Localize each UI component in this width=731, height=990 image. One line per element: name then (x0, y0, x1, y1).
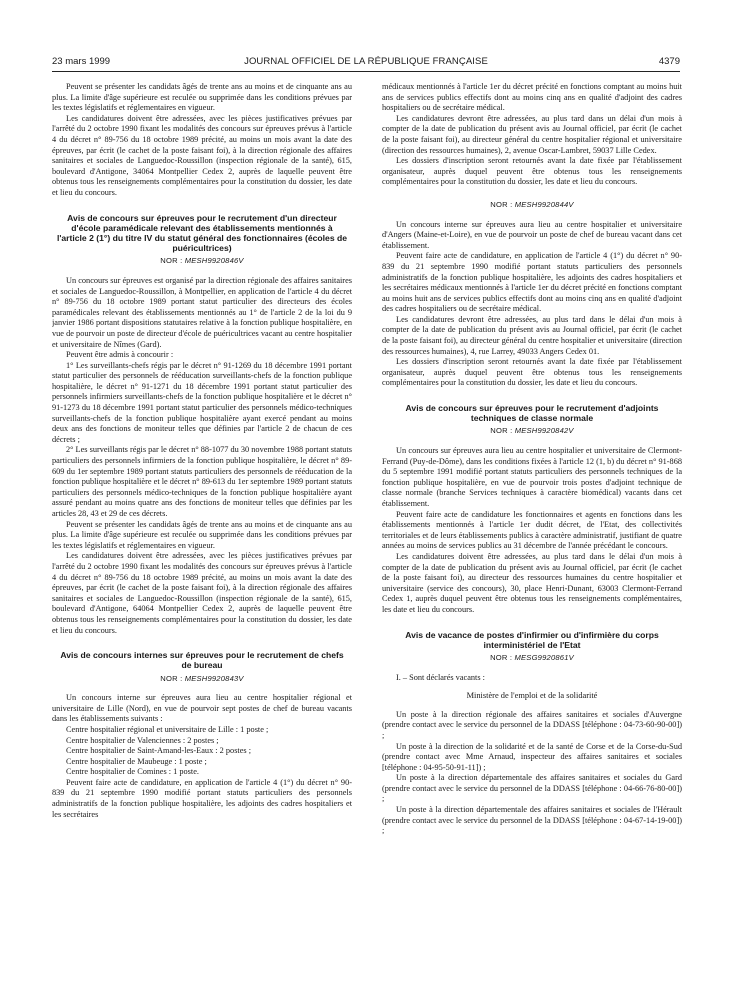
nor-reference (52, 256, 352, 267)
paragraph: Un concours sur épreuves aura lieu au centre hospitalier et universitaire de Clermont-Ferrand (Puy-de-Dôme), dans les conditions fixées à l'article 12 (1, b) du décret n° 91-868 du 5 septembre 1991 modifié portant statuts particuliers des personnels techniques de la fonction publique hospitalière, en vue de pourvoir trois postes d'adjoint technique de classe normale (branche Services techniques à caractère biomédical) vacants dans cet établissement. (382, 446, 682, 508)
paragraph: Peuvent se présenter les candidats âgés de trente ans au moins et de cinquante ans au plus. La limite d'âge supérieure est reculée ou supprimée dans les conditions prévues par les textes législatifs et réglementaires en vigueur. (52, 519, 352, 550)
header-rule (52, 71, 680, 72)
paragraph: Un poste à la direction régionale des affaires sanitaires et sociales d'Auvergne (prendre contact avec le service du personnel de la DDASS [téléphone : 04-73-60-90-00]) ; (382, 709, 682, 740)
paragraph: Les dossiers d'inscription seront retournés avant la date fixée par l'établissement organisateur, auprès duquel peuvent être obtenus tous les renseignements complémentaires pour la constitution du dossier, les date et lieu du concours. (382, 357, 682, 388)
paragraph: Peuvent faire acte de candidature, en application de l'article 4 (1°) du décret n° 90-839 du 21 septembre 1990 modifié portant statuts particuliers des personnels administratifs de la fonction publique hospitalière, les adjoints des cadres hospitaliers et les secrétaires (52, 777, 352, 819)
paragraph: Un concours interne sur épreuves aura lieu au centre hospitalier régional et universitaire de Lille (Nord), en vue de pourvoir sept postes de chef de bureau vacants dans les établissements suivants : (52, 693, 352, 724)
notice-heading: Avis de concours internes sur épreuves pour le recrutement de chefs de bureau (60, 650, 344, 671)
list-item: Centre hospitalier régional et universitaire de Lille : 1 poste ; (66, 724, 269, 734)
paragraph: Un poste à la direction de la solidarité et de la santé de Corse et de la Corse-du-Sud (prendre contact avec Mme Arnaud, inspecteur des affaires sanitaires et sociales [téléphone : 04-95-50-91-11]) ; (382, 741, 682, 772)
issue-date: 23 mars 1999 (52, 56, 111, 67)
nor-label: NOR : (490, 426, 513, 436)
nor-reference (52, 674, 352, 685)
list-item: Centre hospitalier de Maubeuge : 1 poste ; (66, 756, 207, 766)
nor-code: MESH9920844V (514, 199, 574, 209)
paragraph: Les dossiers d'inscription seront retournés avant la date fixée par l'établissement organisateur, auprès duquel peuvent être obtenus tous les renseignements complémentaires pour la constitution du dossier, les date et lieu du concours. (382, 156, 682, 187)
nor-label: NOR : (160, 256, 183, 266)
paragraph: I. – Sont déclarés vacants : (396, 672, 485, 682)
nor-label: NOR : (160, 673, 183, 683)
paragraph: Les candidatures doivent être adressées, au plus tard dans le délai d'un mois à compter de la date de publication du présent avis au Journal officiel, par écrit (le cachet de la poste faisant foi), au directeur des ressources humaines du centre hospitalier et universitaire (service des concours), 30, place Henri-Dunant, 63003 Clermont-Ferrand Cedex 1, auprès duquel peuvent être obtenus tous les renseignements complémentaires, les date et lieu du concours. (382, 551, 682, 614)
list-item: Centre hospitalier de Comines : 1 poste. (66, 767, 199, 777)
paragraph: Les candidatures doivent être adressées, avec les pièces justificatives prévues par l'arrêté du 2 octobre 1990 fixant les modalités des concours sur épreuves prévus à l'article 4 du décret n° 89-756 du 18 octobre 1989 précité, au moins un mois avant la date des épreuves, par écrit (le cachet de la poste faisant foi), à la direction régionale des affaires sanitaires et sociales de Languedoc-Roussillon (inspection régionale de la santé), 615, boulevard d'Antigone, 64064 Montpellier Cedex 2, auprès de laquelle peuvent être obtenus tous les renseignements complémentaires pour la constitution du dossier, les date et lieu du concours. (52, 551, 352, 635)
ministry-subheading: Ministère de l'emploi et de la solidarité (466, 691, 598, 701)
nor-code: MESH9920843V (184, 673, 244, 683)
nor-reference (382, 200, 682, 211)
paragraph: Peuvent faire acte de candidature, en application de l'article 4 (1°) du décret n° 90-839 du 21 septembre 1990 modifié portant statuts particuliers des personnels administratifs de la fonction publique hospitalière, les adjoints des cadres hospitaliers et les secrétaires médicaux mentionnés à l'article 1er du décret précité en fonctions comptant au moins huit ans de services publics effectifs dont au moins cinq ans en qualité d'adjoint des cadres hospitaliers ou de secrétaire médical. (382, 251, 682, 314)
nor-code: MESG9920861V (514, 652, 574, 662)
journal-title: JOURNAL OFFICIEL DE LA RÉPUBLIQUE FRANÇAISE (244, 56, 488, 67)
page-number: 4379 (658, 56, 680, 67)
nor-code: MESH9920846V (184, 256, 244, 266)
nor-label: NOR : (490, 652, 513, 662)
page-header (52, 56, 680, 70)
notice-heading: Avis de concours sur épreuves pour le recrutement d'adjoints techniques de classe normale (405, 403, 659, 424)
list-item: Centre hospitalier de Valenciennes : 2 postes ; (66, 735, 219, 745)
paragraph: Les candidatures devront être adressées, au plus tard dans un délai d'un mois à compter de la date de publication du présent avis au Journal officiel, par écrit (le cachet de la poste faisant foi), au directeur général du centre hospitalier régional et universitaire (direction des ressources humaines), 2, avenue Oscar-Lambret, 59037 Lille Cedex. (382, 113, 682, 155)
paragraph: Peuvent faire acte de candidature les fonctionnaires et agents en fonctions dans les établissements mentionnés à l'article 1er dudit décret, de l'Etat, des collectivités territoriales et de leurs établissements publics à caractère administratif, justifiant de quatre années au moins de services publics au 31 décembre de l'année précédant le concours. (382, 509, 682, 551)
paragraph: Peuvent se présenter les candidats âgés de trente ans au moins et de cinquante ans au plus. La limite d'âge supérieure est reculée ou supprimée dans les conditions prévues par les textes législatifs et réglementaires en vigueur. (52, 82, 352, 113)
paragraph: Un concours interne sur épreuves aura lieu au centre hospitalier et universitaire d'Angers (Maine-et-Loire), en vue de pourvoir un poste de chef de bureau vacant dans cet établissement. (382, 219, 682, 250)
paragraph: Un poste à la direction départementale des affaires sanitaires et sociales du Gard (prendre contact avec le service du personnel de la DDASS [téléphone : 04-66-76-80-00]) ; (382, 773, 682, 804)
hospital-list (52, 725, 352, 778)
paragraph: Les candidatures devront être adressées, au plus tard dans le délai d'un mois à compter de la date de publication du présent avis au Journal officiel, par écrit (le cachet de la poste faisant foi), au directeur général du centre hospitalier et universitaire (direction des ressources humaines), 4, rue Larrey, 49033 Angers Cedex 01. (382, 314, 682, 356)
paragraph: 2° Les surveillants régis par le décret n° 88-1077 du 30 novembre 1988 portant statuts particuliers des personnels infirmiers de la fonction publique hospitalière, le décret n° 89-609 du 1er septembre 1989 portant statuts particuliers des personnels de rééducation de la fonction publique hospitalière et le décret n° 89-613 du 1er septembre 1989 portant statuts particuliers des personnels médico-techniques de la fonction publique hospitalière ayant assuré pendant au moins quatre ans des fonctions de moniteur telles que définies par les articles 28, 43 et 29 de ces décrets. (52, 445, 352, 518)
left-column (52, 82, 352, 982)
paragraph: Un poste à la direction départementale des affaires sanitaires et sociales de l'Hérault (prendre contact avec le service du personnel de la DDASS [téléphone : 04-67-14-19-00]) ; (382, 805, 682, 836)
paragraph: Les candidatures doivent être adressées, avec les pièces justificatives prévues par l'arrêté du 2 octobre 1990 fixant les modalités des concours sur épreuves prévus à l'article 4 du décret n° 89-756 du 18 octobre 1989 précité, au moins un mois avant la date des épreuves, par écrit (le cachet de la poste faisant foi), à la direction régionale des affaires sanitaires et sociales de Languedoc-Roussillon (inspection régionale de la santé), 615, boulevard d'Antigone, 34064 Montpellier Cedex 2, auprès de laquelle peuvent être obtenus tous les renseignements complémentaires pour la constitution du dossier, les date et lieu du concours. (52, 113, 352, 197)
paragraph: Un concours sur épreuves est organisé par la direction régionale des affaires sanitaires et sociales de Languedoc-Roussillon, à Montpellier, en application de l'article 4 du décret n° 89-756 du 18 octobre 1989 portant statut particulier des directeurs des écoles paramédicales relevant des établissements mentionnés au 1° de l'article 2 de la loi du 9 janvier 1986 portant dispositions statutaires relative à la fonction publique hospitalière, en vue de pourvoir un poste de directeur d'école de puéricultrices vacant au centre hospitalier et universitaire de Nîmes (Gard). (52, 275, 352, 349)
paragraph: 1° Les surveillants-chefs régis par le décret n° 91-1269 du 18 décembre 1991 portant statut particulier des personnels de rééducation surveillants-chefs de la fonction publique hospitalière, le décret n° 91-1271 du 18 décembre 1991 portant statut particulier des personnels infirmiers surveillants-chefs de la fonction publique hospitalière et le décret n° 91-1273 du 18 décembre 1991 portant statut particulier des personnels médico-techniques surveillants-chefs de la fonction publique hospitalière ayant exercé pendant au moins deux ans des fonctions de moniteur telles que définies par l'article 2 de chacun de ces décrets ; (52, 360, 352, 444)
paragraph: Peuvent être admis à concourir : (66, 350, 174, 360)
list-item: Centre hospitalier de Saint-Amand-les-Eaux : 2 postes ; (66, 746, 252, 756)
nor-label: NOR : (490, 199, 513, 209)
paragraph: médicaux mentionnés à l'article 1er du décret précité en fonctions comptant au moins huit ans de services publics effectifs dont au moins cinq ans en qualité d'adjoint des cadres hospitaliers ou de secrétaire médical. (382, 82, 682, 113)
notice-heading: Avis de concours sur épreuves pour le recrutement d'un directeur d'école paramédicale relevant des établissements mentionnés à l'article 2 (1°) du titre IV du statut général des fonctionnaires (écoles de puéricultrices) (56, 212, 348, 254)
notice-heading: Avis de vacance de postes d'infirmier ou d'infirmière du corps interministériel de l'Etat (405, 629, 659, 650)
nor-reference (382, 426, 682, 437)
right-column (382, 82, 682, 982)
nor-reference (382, 653, 682, 664)
nor-code: MESH9920842V (514, 426, 574, 436)
